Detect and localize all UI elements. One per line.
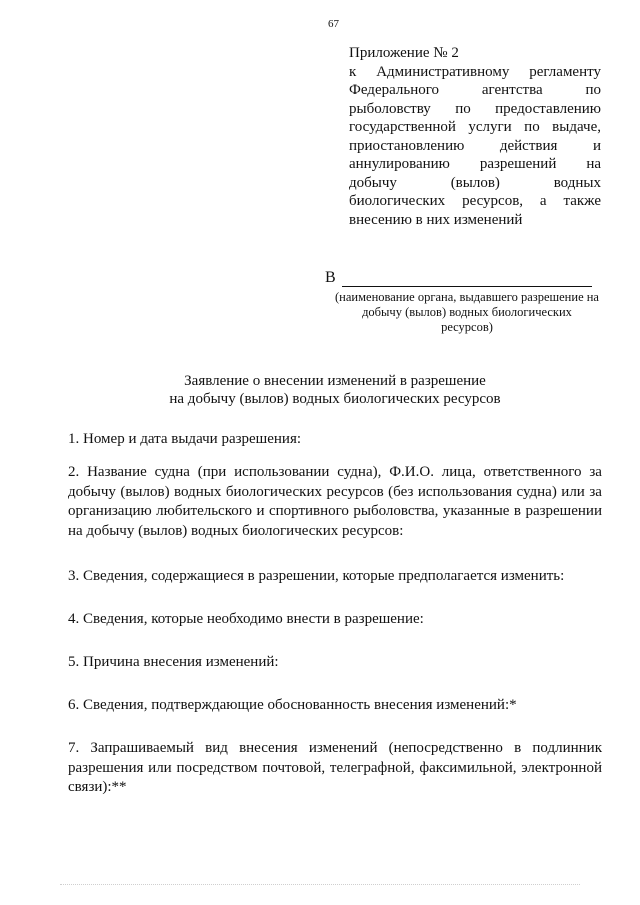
appendix-word: регламенту	[529, 63, 601, 80]
appendix-word: водных	[553, 174, 601, 191]
appendix-word: по	[585, 82, 601, 98]
form-item-line: 3. Сведения, содержащиеся в разрешении, которые предполагается изменить:	[68, 568, 565, 584]
appendix-word: биологических	[349, 193, 446, 209]
document-title-line-2: на добычу (вылов) водных биологических ресурсов	[169, 391, 501, 407]
appendix-line	[349, 118, 601, 137]
form-item-line: добычу (вылов) водных биологических ресурсов (без использования судна) или за	[68, 483, 602, 500]
appendix-word: добычу	[349, 174, 397, 191]
form-item-line: 7. Запрашиваемый вид внесения изменений (непосредственно в подлинник	[68, 740, 602, 756]
appendix-word: предоставлению	[495, 100, 601, 117]
appendix-word: и	[592, 137, 601, 154]
form-item-line: разрешения или посредством почтовой, телеграфной, факсимильной, электронной	[68, 759, 602, 776]
appendix-line	[349, 174, 601, 193]
document-title	[120, 372, 550, 408]
appendix-line	[349, 63, 601, 82]
appendix-word: внесению в них изменений	[349, 211, 523, 228]
appendix-line	[349, 81, 601, 100]
form-item-line: на добычу (вылов) водных биологических ресурсов:	[68, 522, 404, 539]
appendix-word: государственной	[349, 119, 456, 135]
scan-artifact-line	[60, 884, 580, 887]
appendix-header	[349, 44, 601, 229]
form-item-3	[68, 567, 602, 587]
page-number: 67	[328, 18, 339, 30]
recipient-caption: (наименование органа, выдавшего разрешение на добычу (вылов) водных биологических ресурсов)	[335, 290, 599, 334]
appendix-line	[349, 155, 601, 174]
appendix-word: также	[563, 193, 601, 209]
appendix-word: по	[524, 119, 540, 135]
form-item-1	[68, 430, 602, 450]
appendix-word: на	[586, 156, 601, 172]
appendix-word: ресурсов,	[462, 193, 524, 209]
appendix-word: а	[539, 193, 547, 209]
form-item-6	[68, 696, 602, 716]
form-item-line: 4. Сведения, которые необходимо внести в разрешение:	[68, 611, 424, 627]
recipient-prefix: В	[325, 269, 336, 286]
recipient-block	[325, 269, 605, 335]
appendix-word: Федерального	[349, 82, 440, 98]
form-item-line: связи):**	[68, 779, 127, 795]
appendix-word: к	[349, 63, 357, 80]
appendix-word: по	[455, 100, 471, 117]
appendix-title: Приложение № 2	[349, 45, 459, 61]
appendix-line	[349, 137, 601, 156]
document-title-line-1: Заявление о внесении изменений в разрешение	[184, 373, 486, 389]
appendix-word: разрешений	[479, 156, 557, 172]
appendix-word: рыболовству	[349, 100, 431, 117]
appendix-word: выдаче,	[552, 119, 601, 135]
appendix-word: приостановлению	[349, 137, 465, 154]
form-item-4	[68, 610, 602, 630]
appendix-word: агентства	[481, 82, 543, 98]
appendix-word: услуги	[468, 119, 512, 135]
appendix-line	[349, 211, 601, 230]
form-item-line: 6. Сведения, подтверждающие обоснованность внесения изменений:*	[68, 697, 517, 713]
form-item-line: 5. Причина внесения изменений:	[68, 654, 279, 670]
appendix-body	[349, 63, 601, 230]
appendix-word: действия	[499, 137, 558, 154]
form-item-5	[68, 653, 602, 673]
form-item-2	[68, 463, 602, 541]
appendix-word: аннулированию	[349, 156, 450, 172]
form-item-line: 1. Номер и дата выдачи разрешения:	[68, 431, 302, 447]
appendix-word: (вылов)	[450, 174, 500, 191]
form-item-line: организацию любительского и спортивного рыболовства, указанные в разрешении	[68, 503, 602, 519]
appendix-line	[349, 192, 601, 211]
form-item-7	[68, 739, 602, 798]
appendix-word: Административному	[376, 63, 510, 80]
appendix-line	[349, 100, 601, 119]
recipient-blank-line	[342, 272, 592, 287]
form-item-line: 2. Название судна (при использовании судна), Ф.И.О. лица, ответственного за	[68, 464, 602, 480]
recipient-row	[325, 269, 605, 287]
